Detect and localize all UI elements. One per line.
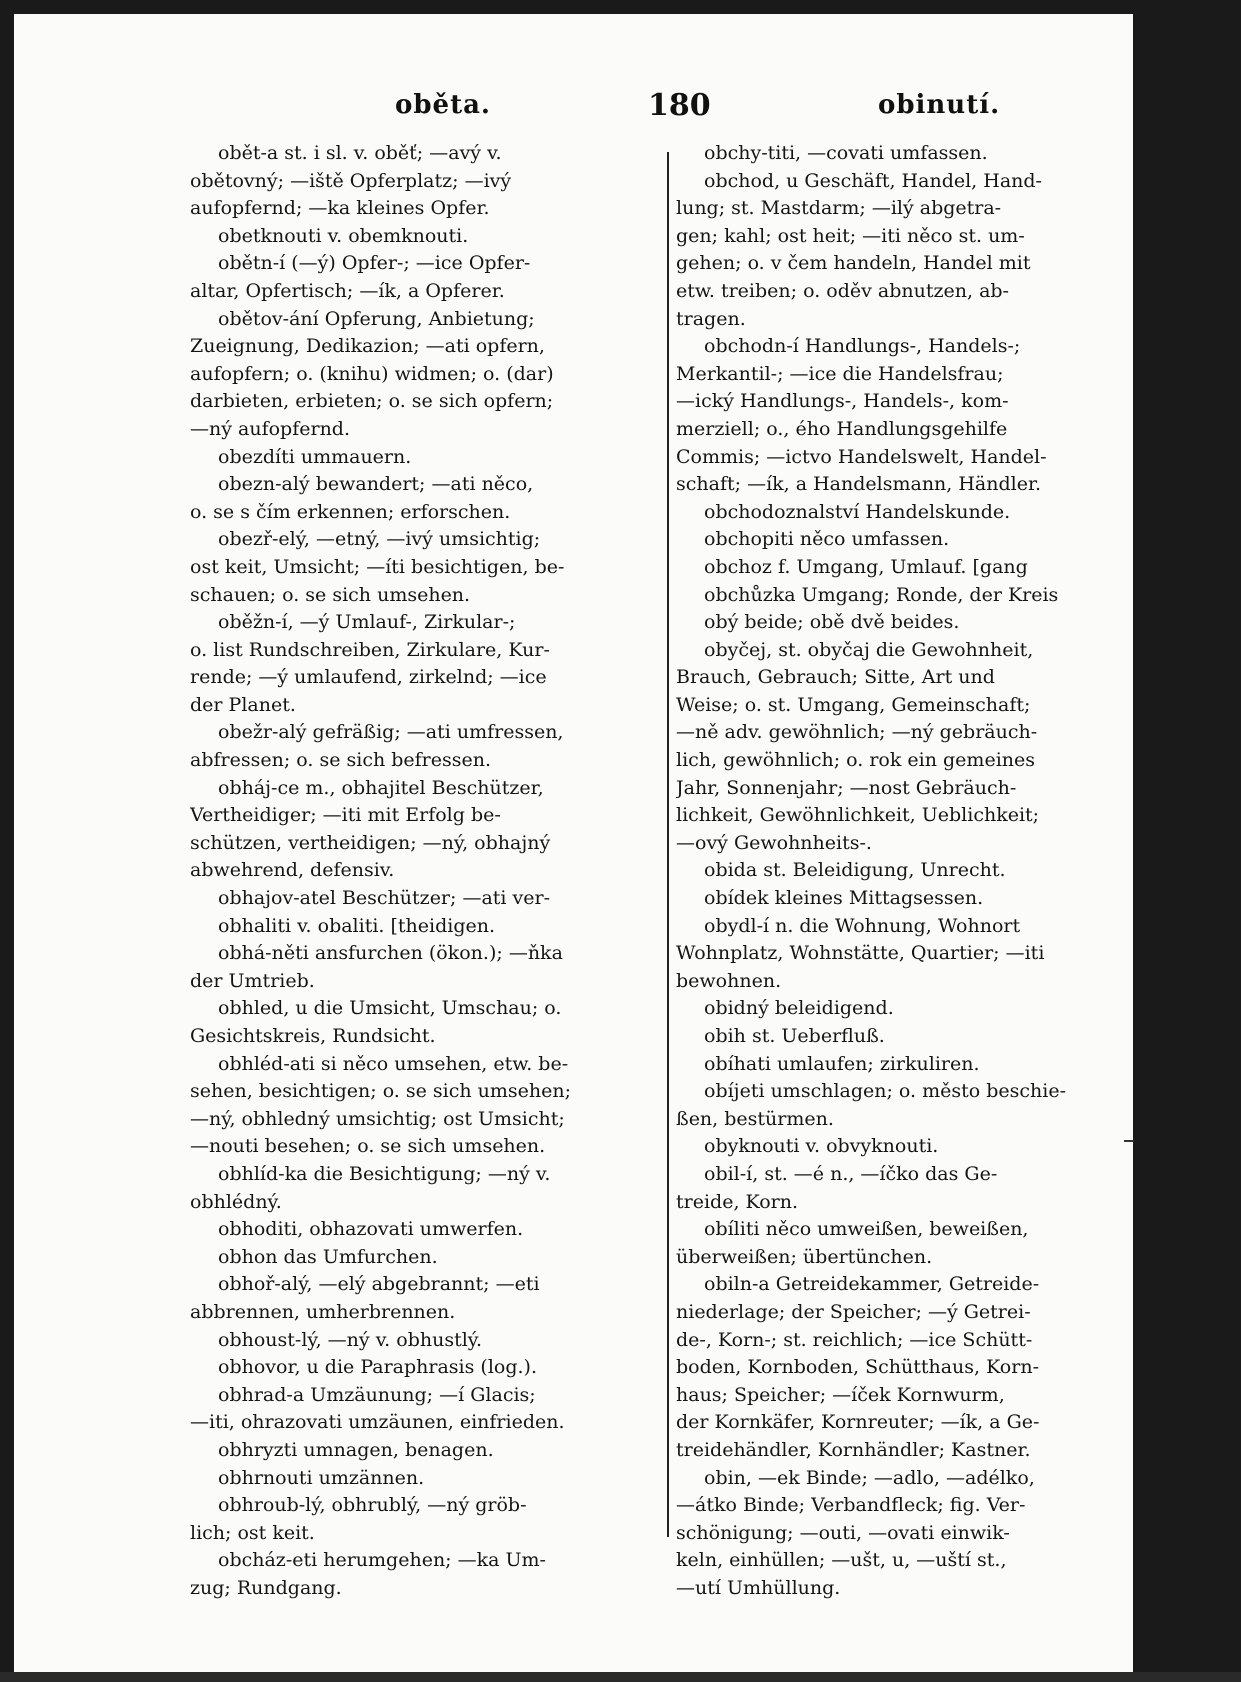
dictionary-line: boden, Kornboden, Schütthaus, Korn- — [676, 1356, 1039, 1379]
dictionary-line: obezř-elý, —etný, —ivý umsichtig; — [218, 528, 541, 551]
scan-border-right — [1133, 0, 1241, 1682]
dictionary-line: aufopfern; o. (knihu) widmen; o. (dar) — [190, 362, 554, 385]
dictionary-line: zug; Rundgang. — [190, 1576, 342, 1599]
dictionary-line: Merkantil-; —ice die Handelsfrau; — [676, 362, 1004, 385]
dictionary-line: obchod, u Geschäft, Handel, Hand- — [704, 169, 1042, 192]
dictionary-line: schönigung; —outi, —ovati einwik- — [676, 1521, 1010, 1544]
right-column — [676, 140, 1110, 1602]
dictionary-line: aufopfernd; —ka kleines Opfer. — [190, 197, 490, 220]
dictionary-line: —ový Gewohnheits-. — [676, 831, 872, 854]
dictionary-line: überweißen; übertünchen. — [676, 1245, 933, 1268]
dictionary-line: obhroub-lý, obhrublý, —ný gröb- — [218, 1494, 527, 1517]
dictionary-line: obhrnouti umzännen. — [218, 1466, 425, 1489]
dictionary-line: obětov-ání Opferung, Anbietung; — [218, 307, 535, 330]
dictionary-line: niederlage; der Speicher; —ý Getrei- — [676, 1300, 1031, 1323]
dictionary-line: Jahr, Sonnenjahr; —nost Gebräuch- — [676, 776, 1017, 799]
dictionary-line: —átko Binde; Verbandfleck; fig. Ver- — [676, 1494, 1026, 1517]
dictionary-line: etw. treiben; o. oděv abnutzen, ab- — [676, 279, 1009, 302]
dictionary-line: obý beide; obě dvě beides. — [704, 611, 960, 634]
dictionary-line: Gesichtskreis, Rundsicht. — [190, 1025, 436, 1047]
dictionary-line: obhá-něti ansfurchen (ökon.); —ňka — [218, 942, 563, 965]
dictionary-line: oběžn-í, —ý Umlauf-, Zirkular-; — [218, 611, 516, 634]
scan-border-bottom — [0, 1672, 1241, 1682]
dictionary-line: obhled, u die Umsicht, Umschau; o. — [218, 997, 562, 1020]
dictionary-line: obezn-alý bewandert; —ati něco, — [218, 473, 534, 496]
dictionary-line: darbieten, erbieten; o. se sich opfern; — [190, 390, 554, 413]
dictionary-line: obětn-í (—ý) Opfer-; —ice Opfer- — [218, 252, 531, 275]
dictionary-line: —iti, ohrazovati umzäunen, einfrieden. — [190, 1411, 565, 1434]
dictionary-line: gen; kahl; ost heit; —iti něco st. um- — [676, 224, 1025, 247]
dictionary-line: abwehrend, defensiv. — [190, 859, 395, 882]
dictionary-line: obcház-eti herumgehen; —ka Um- — [218, 1549, 546, 1572]
dictionary-line: der Kornkäfer, Kornreuter; —ík, a Ge- — [676, 1411, 1040, 1434]
dictionary-line: obhaliti v. obaliti. [theidigen. — [218, 914, 496, 937]
dictionary-line: obchůzka Umgang; Ronde, der Kreis — [704, 583, 1059, 606]
dictionary-line: obíhati umlaufen; zirkuliren. — [704, 1052, 980, 1075]
dictionary-line: obezdíti ummauern. — [218, 445, 412, 468]
dictionary-line: ßen, bestürmen. — [676, 1107, 834, 1130]
dictionary-line: obhoditi, obhazovati umwerfen. — [218, 1218, 524, 1241]
dictionary-line: obyknouti v. obvyknouti. — [704, 1135, 939, 1158]
left-column — [190, 140, 660, 1602]
dictionary-line: keln, einhüllen; —ušt, u, —uští st., — [676, 1549, 1007, 1572]
dictionary-line: —ický Handlungs-, Handels-, kom- — [676, 390, 1009, 413]
dictionary-line: der Umtrieb. — [190, 969, 315, 992]
dictionary-line: obídek kleines Mittagsessen. — [704, 887, 984, 910]
dictionary-line: treide, Korn. — [676, 1190, 799, 1213]
page-number: 180 — [648, 88, 711, 123]
dictionary-line: obhrad-a Umzäunung; —í Glacis; — [218, 1383, 536, 1406]
dictionary-line: lichkeit, Gewöhnlichkeit, Ueblichkeit; — [676, 804, 1040, 827]
dictionary-line: o. list Rundschreiben, Zirkulare, Kur- — [190, 638, 550, 661]
dictionary-line: obhajov-atel Beschützer; —ati ver- — [218, 887, 551, 910]
dictionary-line: obět-a st. i sl. v. oběť; —avý v. — [218, 142, 502, 164]
dictionary-line: obežr-alý gefräßig; —ati umfressen, — [218, 721, 564, 744]
dictionary-line: obchy-titi, —covati umfassen. — [704, 142, 988, 164]
dictionary-line: —nouti besehen; o. se sich umsehen. — [190, 1135, 546, 1158]
dictionary-line: —ný aufopfernd. — [190, 417, 351, 440]
dictionary-line: o. se s čím erkennen; erforschen. — [190, 500, 511, 523]
scan-border-top — [0, 0, 1241, 14]
dictionary-line: obidný beleidigend. — [704, 997, 894, 1020]
dictionary-line: obhon das Umfurchen. — [218, 1245, 438, 1268]
dictionary-line: obyčej, st. obyčaj die Gewohnheit, — [704, 638, 1034, 661]
dictionary-line: Commis; —ictvo Handelswelt, Handel- — [676, 445, 1047, 468]
dictionary-line: obchopiti něco umfassen. — [704, 528, 950, 551]
dictionary-line: obíliti něco umweißen, beweißen, — [704, 1218, 1029, 1241]
dictionary-line: obetknouti v. obemknouti. — [218, 224, 469, 247]
dictionary-line: obhoř-alý, —elý abgebrannt; —eti — [218, 1273, 540, 1296]
dictionary-line: obchodn-í Handlungs-, Handels-; — [704, 335, 1021, 358]
dictionary-line: —ně adv. gewöhnlich; —ný gebräuch- — [676, 721, 1038, 744]
dictionary-line: abbrennen, umherbrennen. — [190, 1300, 456, 1323]
left-running-headword: oběta. — [395, 90, 491, 120]
dictionary-line: obydl-í n. die Wohnung, Wohnort — [704, 914, 1021, 937]
dictionary-line: ost keit, Umsicht; —íti besichtigen, be- — [190, 555, 565, 578]
scan-border-left — [0, 0, 14, 1682]
dictionary-line: Zueignung, Dedikazion; —ati opfern, — [190, 335, 545, 358]
dictionary-line: tragen. — [676, 307, 746, 330]
right-running-headword: obinutí. — [878, 90, 1001, 120]
dictionary-line: obhovor, u die Paraphrasis (log.). — [218, 1356, 538, 1379]
dictionary-line: Weise; o. st. Umgang, Gemeinschaft; — [676, 693, 1031, 716]
dictionary-line: obhléd-ati si něco umsehen, etw. be- — [218, 1052, 569, 1075]
dictionary-line: Brauch, Gebrauch; Sitte, Art und — [676, 666, 995, 689]
dictionary-line: obhoust-lý, —ný v. obhustlý. — [218, 1328, 483, 1351]
dictionary-line: —ný, obhledný umsichtig; ost Umsicht; — [190, 1107, 565, 1130]
dictionary-line: de-, Korn-; st. reichlich; —ice Schütt- — [676, 1328, 1033, 1351]
dictionary-line: der Planet. — [190, 693, 296, 716]
dictionary-line: rende; —ý umlaufend, zirkelnd; —ice — [190, 666, 547, 689]
dictionary-line: lung; st. Mastdarm; —ilý abgetra- — [676, 197, 1002, 220]
dictionary-line: abfressen; o. se sich befressen. — [190, 749, 492, 772]
dictionary-line: sehen, besichtigen; o. se sich umsehen; — [190, 1080, 572, 1103]
dictionary-line: gehen; o. v čem handeln, Handel mit — [676, 252, 1031, 275]
dictionary-line: obil-í, st. —é n., —íčko das Ge- — [704, 1162, 998, 1185]
dictionary-line: obchoz f. Umgang, Umlauf. [gang — [704, 555, 1028, 578]
page-header — [0, 90, 1133, 130]
dictionary-line: haus; Speicher; —íček Kornwurm, — [676, 1383, 1005, 1406]
dictionary-line: obida st. Beleidigung, Unrecht. — [704, 859, 1006, 882]
dictionary-line: obhlíd-ka die Besichtigung; —ný v. — [218, 1162, 551, 1185]
dictionary-line: altar, Opfertisch; —ík, a Opferer. — [190, 279, 505, 302]
dictionary-line: bewohnen. — [676, 969, 782, 992]
dictionary-line: —utí Umhüllung. — [676, 1576, 841, 1599]
scan-mark — [1124, 1140, 1134, 1142]
dictionary-line: lich, gewöhnlich; o. rok ein gemeines — [676, 749, 1035, 772]
dictionary-line: obháj-ce m., obhajitel Beschützer, — [218, 776, 544, 799]
dictionary-line: obiln-a Getreidekammer, Getreide- — [704, 1273, 1040, 1296]
dictionary-line: Vertheidiger; —iti mit Erfolg be- — [190, 804, 501, 827]
dictionary-line: schauen; o. se sich umsehen. — [190, 583, 471, 606]
dictionary-line: obětovný; —iště Opferplatz; —ivý — [190, 169, 512, 192]
dictionary-line: obchodoznalství Handelskunde. — [704, 500, 1011, 523]
dictionary-line: schaft; —ík, a Handelsmann, Händler. — [676, 473, 1042, 496]
dictionary-line: treidehändler, Kornhändler; Kastner. — [676, 1438, 1031, 1461]
dictionary-line: obin, —ek Binde; —adlo, —adélko, — [704, 1466, 1035, 1489]
dictionary-line: schützen, vertheidigen; —ný, obhajný — [190, 831, 551, 854]
dictionary-line: obih st. Ueberfluß. — [704, 1025, 885, 1047]
column-divider — [667, 152, 669, 1537]
dictionary-line: merziell; o., ého Handlungsgehilfe — [676, 417, 1008, 440]
dictionary-line: obíjeti umschlagen; o. město beschie- — [704, 1080, 1067, 1103]
dictionary-line: Wohnplatz, Wohnstätte, Quartier; —iti — [676, 942, 1045, 965]
dictionary-line: lich; ost keit. — [190, 1521, 315, 1544]
dictionary-line: obhryzti umnagen, benagen. — [218, 1438, 494, 1461]
dictionary-line: obhlédný. — [190, 1190, 282, 1213]
